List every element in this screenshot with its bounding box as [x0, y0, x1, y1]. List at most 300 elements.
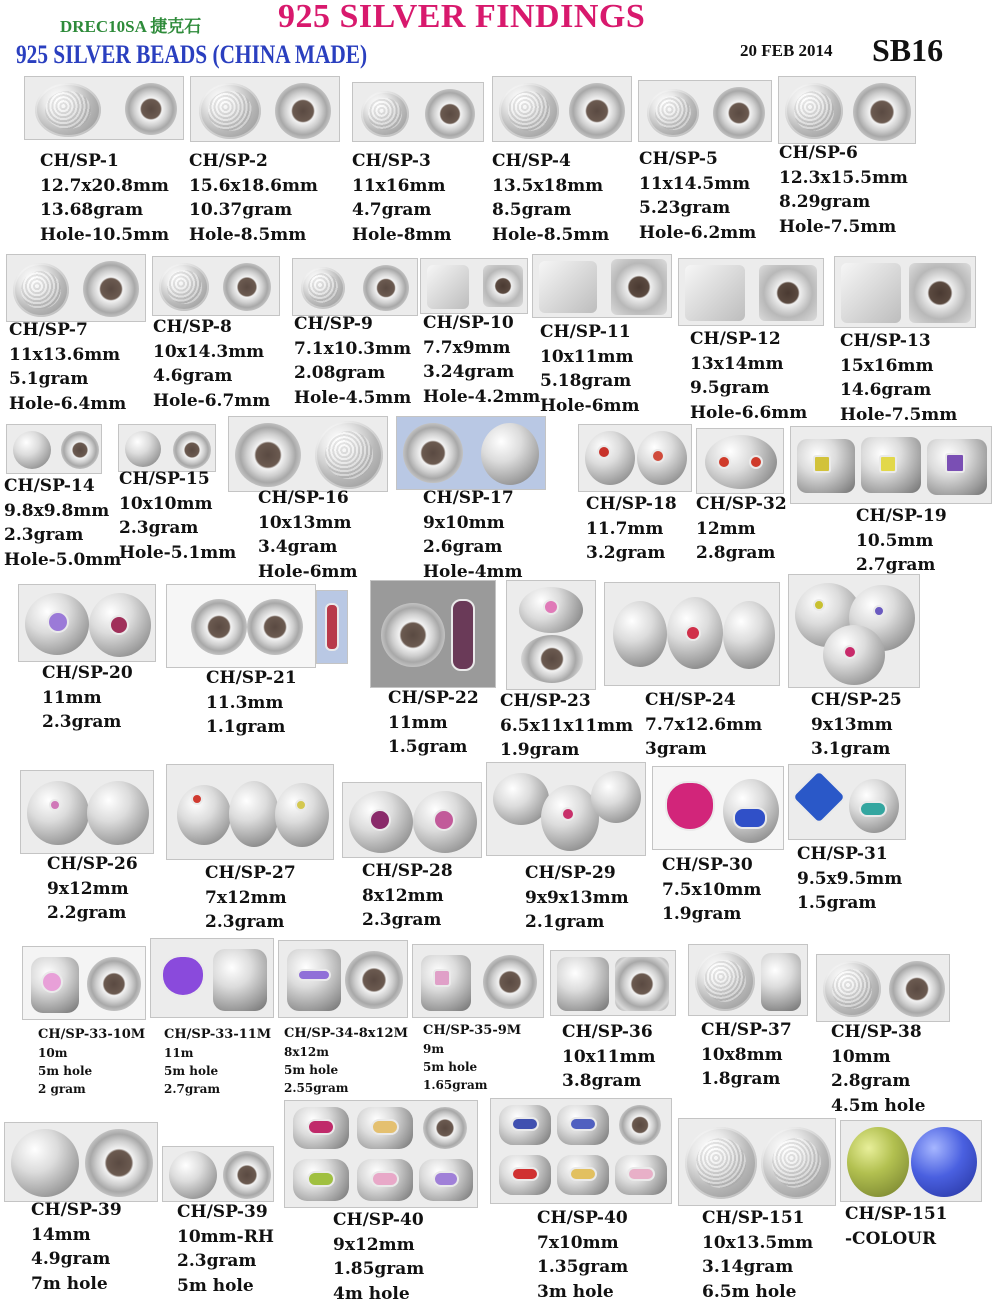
product-photo-sp-8: [152, 256, 280, 316]
item-hole: 5m hole: [38, 1064, 93, 1078]
item-code: CH/SP-31: [797, 844, 888, 864]
item-code: CH/SP-6: [779, 143, 858, 163]
product-photo-sp-5: [638, 80, 772, 142]
bead-image: [569, 83, 625, 139]
bead-image: [423, 1107, 467, 1149]
sheet-code: SB16: [872, 32, 944, 68]
bead-image: [363, 265, 409, 311]
spec-label-sp-40-9x12mm: [333, 1208, 424, 1306]
bead-image: [159, 263, 209, 311]
spec-label-sp-22: [388, 686, 479, 760]
bead-image: [499, 83, 559, 139]
item-weight: 4.7gram: [352, 200, 432, 220]
gem-image: [191, 793, 203, 805]
item-size: 10x8mm: [701, 1044, 783, 1065]
item-code: CH/SP-14: [4, 476, 95, 496]
item-code: CH/SP-23: [500, 691, 591, 711]
item-size: 9x9x13mm: [525, 887, 629, 908]
item-hole: 4m hole: [333, 1283, 410, 1304]
item-hole: Hole-6mm: [540, 395, 640, 416]
item-code: CH/SP-10: [423, 313, 514, 333]
product-photo-sp-20: [18, 584, 156, 662]
page-title: 925 SILVER FINDINGS: [278, 0, 646, 35]
bead-image: [847, 1127, 909, 1197]
item-size: 12.3x15.5mm: [779, 167, 908, 188]
item-weight: 14.6gram: [840, 380, 932, 400]
bead-image: [841, 263, 901, 323]
bead-image: [713, 87, 765, 139]
item-code: CH/SP-34-8x12M: [284, 1026, 408, 1041]
gem-image: [945, 453, 965, 473]
page-subtitle: 925 SILVER BEADS (CHINA MADE): [16, 40, 368, 69]
spec-label-sp-18: [586, 492, 677, 566]
product-photo-sp-11: [532, 254, 672, 318]
bead-image: [611, 259, 667, 315]
item-weight: 2.7gram: [856, 555, 936, 575]
item-weight: 9.5gram: [690, 378, 770, 398]
item-size: 13x14mm: [690, 353, 784, 374]
bead-image: [223, 1151, 271, 1199]
bead-image: [723, 601, 775, 669]
product-photo-sp-14: [6, 424, 102, 474]
item-code: CH/SP-35-9M: [423, 1023, 522, 1038]
gem-image: [371, 1119, 399, 1135]
bead-image: [889, 961, 945, 1017]
item-size: 6.5x11x11mm: [500, 715, 634, 736]
item-size: 11x16mm: [352, 175, 446, 196]
spec-label-sp-26: [47, 852, 138, 926]
product-photo-sp-40-7x10mm: [490, 1098, 672, 1204]
item-hole: Hole-4mm: [423, 561, 523, 582]
spec-label-sp-9: [294, 312, 411, 410]
item-hole: Hole-6.4mm: [9, 393, 127, 414]
item-size: 7.7x12.6mm: [645, 714, 763, 735]
gem-image: [597, 445, 611, 459]
item-weight: 2.3gram: [205, 912, 285, 932]
item-hole: 7m hole: [31, 1273, 108, 1294]
item-size: 9x12mm: [47, 878, 129, 899]
bead-image: [125, 83, 177, 135]
item-hole: 4.5m hole: [831, 1095, 926, 1116]
bead-image: [177, 785, 231, 845]
product-photo-sp-12: [678, 258, 824, 326]
bead-image: [403, 423, 463, 483]
bead-image: [381, 603, 445, 667]
spec-label-sp-20: [42, 661, 133, 735]
bead-image: [619, 1105, 661, 1145]
item-code: CH/SP-38: [831, 1022, 922, 1042]
gem-image: [749, 455, 763, 469]
gem-image: [307, 1171, 335, 1187]
item-size: 7x10mm: [537, 1232, 619, 1253]
spec-label-sp-151-colour: [845, 1202, 947, 1251]
item-size: 10mm-RH: [177, 1226, 274, 1247]
bead-image: [483, 265, 523, 307]
bead-image: [647, 89, 699, 137]
item-size: 10mm: [831, 1046, 891, 1067]
bead-image: [301, 267, 345, 309]
item-code: CH/SP-4: [492, 151, 571, 171]
item-weight: 2.8gram: [831, 1071, 911, 1091]
bead-image: [591, 771, 641, 823]
bead-image: [235, 423, 301, 487]
item-size: 11x13.6mm: [9, 344, 121, 365]
heart-gem-image: [665, 781, 715, 831]
item-code: CH/SP-13: [840, 331, 931, 351]
item-size: 11x14.5mm: [639, 173, 751, 194]
spec-label-sp-23: [500, 689, 633, 763]
spec-label-sp-30: [662, 853, 761, 927]
bead-image: [685, 1127, 757, 1199]
item-weight: 1.9gram: [500, 740, 580, 760]
item-code: CH/SP-8: [153, 317, 232, 337]
item-size: 9x12mm: [333, 1234, 415, 1255]
spec-label-sp-19: [856, 504, 947, 578]
item-code: CH/SP-36: [562, 1022, 653, 1042]
item-code: CH/SP-21: [206, 668, 297, 688]
bead-image: [275, 783, 329, 847]
product-photo-sp-28: [342, 782, 482, 858]
bead-image: [909, 263, 971, 323]
gem-image: [511, 1117, 539, 1131]
product-photo-sp-33-11m: [150, 938, 274, 1018]
item-weight: 2.08gram: [294, 363, 386, 383]
item-size: 13.5x18mm: [492, 175, 604, 196]
product-photo-sp-7: [6, 254, 146, 322]
item-code: CH/SP-16: [258, 488, 349, 508]
item-hole: Hole-8.5mm: [189, 224, 307, 245]
product-photo-sp-26: [20, 770, 154, 854]
item-weight: 1.5gram: [797, 893, 877, 913]
item-weight: 2.3gram: [362, 910, 442, 930]
product-photo-sp-3: [352, 82, 484, 142]
item-code: CH/SP-40: [333, 1210, 424, 1230]
item-weight: 3.24gram: [423, 362, 515, 382]
product-photo-sp-25: [788, 574, 920, 688]
product-photo-sp-29: [486, 762, 646, 856]
product-photo-sp-37: [688, 944, 808, 1016]
item-size: 12mm: [696, 518, 756, 539]
item-code: CH/SP-32: [696, 494, 787, 514]
product-photo-sp-34: [278, 940, 408, 1018]
item-weight: 1.65gram: [423, 1078, 488, 1092]
product-photo-sp-39-10mm: [162, 1146, 274, 1202]
item-code: CH/SP-11: [540, 322, 631, 342]
item-hole: Hole-4.5mm: [294, 387, 412, 408]
spec-label-sp-32: [696, 492, 787, 566]
bead-image: [87, 957, 141, 1011]
item-code: CH/SP-17: [423, 488, 514, 508]
bead-image: [13, 263, 69, 317]
gem-image: [511, 1167, 539, 1181]
spec-label-sp-29: [525, 861, 629, 935]
item-weight: 3.2gram: [586, 543, 666, 563]
product-photo-sp-35: [412, 944, 544, 1018]
spec-label-sp-3: [352, 149, 452, 247]
product-photo-sp-21b: [316, 590, 348, 664]
item-weight: 8.5gram: [492, 200, 572, 220]
item-code: CH/SP-7: [9, 320, 88, 340]
spec-label-sp-4: [492, 149, 609, 247]
item-size: 7.5x10mm: [662, 879, 762, 900]
gem-image: [433, 969, 451, 987]
item-weight: 2.7gram: [164, 1082, 221, 1096]
bead-image: [911, 1127, 977, 1197]
gem-image: [813, 455, 831, 473]
bead-image: [83, 261, 139, 317]
product-photo-sp-27: [166, 764, 334, 860]
bead-image: [685, 265, 745, 321]
bead-image: [191, 599, 247, 655]
item-hole: Hole-4.2mm: [423, 386, 541, 407]
bead-image: [85, 1129, 153, 1197]
item-code: CH/SP-15: [119, 469, 210, 489]
product-photo-sp-22: [370, 580, 496, 688]
gem-image: [109, 615, 129, 635]
bead-image: [199, 83, 261, 139]
bead-image: [539, 261, 597, 313]
spec-label-sp-16: [258, 486, 358, 584]
gem-image: [879, 455, 897, 473]
item-weight: 3.14gram: [702, 1257, 794, 1277]
bead-image: [35, 83, 101, 137]
product-photo-sp-2: [190, 76, 340, 142]
item-size: 15x16mm: [840, 355, 934, 376]
spec-label-sp-27: [205, 861, 296, 935]
item-size: 9x10mm: [423, 512, 505, 533]
item-hole: Hole-7.5mm: [840, 404, 958, 425]
item-size: 9m: [423, 1042, 445, 1056]
item-variant: -COLOUR: [845, 1228, 937, 1249]
spec-label-sp-24: [645, 688, 762, 762]
item-weight: 5.1gram: [9, 369, 89, 389]
item-size: 10x11mm: [540, 346, 634, 367]
item-code: CH/SP-2: [189, 151, 268, 171]
item-weight: 2.1gram: [525, 912, 605, 932]
item-weight: 3.8gram: [562, 1071, 642, 1091]
spec-label-sp-34: [284, 1025, 408, 1097]
item-code: CH/SP-19: [856, 506, 947, 526]
item-hole: Hole-7.5mm: [779, 216, 897, 237]
spec-label-sp-37: [701, 1018, 792, 1092]
spec-label-sp-10: [423, 311, 540, 409]
bead-image: [521, 635, 583, 683]
product-photo-sp-36: [550, 950, 676, 1016]
bead-image: [615, 957, 669, 1011]
bead-image: [61, 431, 99, 469]
item-weight: 1.5gram: [388, 737, 468, 757]
spec-label-sp-39-10mm: [177, 1200, 274, 1298]
item-size: 11mm: [42, 687, 102, 708]
item-code: CH/SP-3: [352, 151, 431, 171]
item-code: CH/SP-22: [388, 688, 479, 708]
item-size: 7x12mm: [205, 887, 287, 908]
bead-image: [229, 781, 279, 847]
bead-image: [481, 423, 539, 485]
bead-image: [425, 89, 475, 139]
item-size: 10x13.5mm: [702, 1232, 814, 1253]
spec-label-sp-33-11m: [164, 1026, 271, 1098]
item-size: 11.7mm: [586, 518, 664, 539]
item-code: CH/SP-20: [42, 663, 133, 683]
item-size: 14mm: [31, 1224, 91, 1245]
item-code: CH/SP-24: [645, 690, 736, 710]
bead-image: [705, 435, 777, 489]
item-size: 8x12mm: [362, 885, 444, 906]
item-weight: 3.1gram: [811, 739, 891, 759]
item-size: 7.7x9mm: [423, 337, 511, 358]
item-size: 11mm: [388, 712, 448, 733]
item-weight: 1.8gram: [701, 1069, 781, 1089]
item-weight: 13.68gram: [40, 200, 144, 220]
product-photo-sp-19: [790, 426, 992, 504]
item-code: CH/SP-12: [690, 329, 781, 349]
product-photo-sp-24: [604, 582, 780, 686]
item-weight: 2.3gram: [177, 1251, 257, 1271]
product-photo-sp-30: [652, 766, 784, 850]
product-photo-sp-38: [816, 954, 950, 1022]
spec-label-sp-38: [831, 1020, 925, 1118]
gem-image: [733, 807, 767, 829]
product-photo-sp-9: [292, 258, 418, 316]
gem-image: [49, 799, 61, 811]
bead-image: [853, 83, 911, 141]
item-weight: 2.3gram: [4, 525, 84, 545]
item-code: CH/SP-33-11M: [164, 1027, 272, 1042]
item-weight: 8.29gram: [779, 192, 871, 212]
spec-label-sp-21: [206, 666, 297, 740]
spec-label-sp-8: [153, 315, 270, 413]
product-photo-sp-1: [24, 76, 184, 140]
spec-label-sp-14: [4, 474, 121, 572]
gem-image: [651, 449, 665, 463]
spec-label-sp-12: [690, 327, 807, 425]
product-photo-sp-17: [396, 416, 546, 490]
item-weight: 2.6gram: [423, 537, 503, 557]
bead-image: [585, 431, 635, 485]
item-hole: Hole-10.5mm: [40, 224, 170, 245]
product-photo-sp-33-10m: [22, 946, 146, 1020]
gem-image: [717, 455, 731, 469]
bead-image: [761, 953, 801, 1011]
item-hole: 6.5m hole: [702, 1281, 797, 1302]
product-photo-sp-151-colour: [840, 1120, 982, 1202]
spec-label-sp-5: [639, 147, 756, 245]
gem-image: [307, 1119, 335, 1135]
item-hole: 3m hole: [537, 1281, 614, 1302]
spec-label-sp-6: [779, 141, 908, 239]
star-gem-image: [791, 769, 848, 826]
item-weight: 3.4gram: [258, 537, 338, 557]
item-weight: 2.8gram: [696, 543, 776, 563]
spec-label-sp-13: [840, 329, 957, 427]
product-photo-sp-6: [778, 76, 916, 144]
item-code: CH/SP-28: [362, 861, 453, 881]
heart-gem-image: [161, 955, 205, 997]
item-hole: 5m hole: [177, 1275, 254, 1296]
gem-image: [859, 801, 887, 817]
gem-image: [371, 1171, 399, 1187]
item-code: CH/SP-30: [662, 855, 753, 875]
spec-label-sp-17: [423, 486, 523, 584]
item-size: 10x11mm: [562, 1046, 656, 1067]
gem-image: [543, 599, 559, 615]
item-weight: 4.6gram: [153, 366, 233, 386]
item-weight: 4.9gram: [31, 1249, 111, 1269]
item-code: CH/SP-33-10M: [38, 1027, 146, 1042]
gem-image: [813, 599, 825, 611]
gem-image: [569, 1167, 597, 1181]
product-photo-sp-13: [834, 256, 976, 328]
bead-image: [169, 1151, 217, 1199]
item-weight: 2.55gram: [284, 1081, 349, 1095]
gem-image: [433, 809, 455, 831]
product-photo-sp-31: [788, 764, 906, 840]
bead-image: [695, 951, 755, 1011]
spec-label-sp-39-14mm: [31, 1198, 122, 1296]
item-hole: Hole-6.6mm: [690, 402, 808, 423]
item-weight: 5.18gram: [540, 371, 632, 391]
bead-image: [345, 951, 403, 1009]
item-weight: 2 gram: [38, 1082, 86, 1096]
item-hole: Hole-8mm: [352, 224, 452, 245]
spec-label-sp-40-7x10mm: [537, 1206, 628, 1304]
spec-label-sp-25: [811, 688, 902, 762]
spec-label-sp-35: [423, 1022, 521, 1094]
gem-image: [47, 611, 69, 633]
item-weight: 1.35gram: [537, 1257, 629, 1277]
item-code: CH/SP-25: [811, 690, 902, 710]
bead-image: [613, 601, 667, 667]
item-hole: Hole-5.1mm: [119, 542, 237, 563]
item-weight: 2.3gram: [119, 518, 199, 538]
gem-image: [873, 605, 885, 617]
item-size: 15.6x18.6mm: [189, 175, 318, 196]
product-photo-sp-21: [166, 584, 316, 668]
header-code: DREC10SA 捷克石: [60, 17, 202, 36]
item-hole: 5m hole: [284, 1063, 339, 1077]
gem-image: [369, 809, 391, 831]
item-code: CH/SP-1: [40, 151, 119, 171]
bead-image: [361, 91, 409, 137]
item-weight: 2.2gram: [47, 903, 127, 923]
bead-image: [125, 431, 161, 467]
product-photo-sp-15: [118, 424, 216, 472]
spec-label-sp-36: [562, 1020, 655, 1094]
product-photo-sp-16: [228, 416, 388, 492]
item-size: 9x13mm: [811, 714, 893, 735]
item-hole: 5m hole: [164, 1064, 219, 1078]
product-photo-sp-40-9x12mm: [284, 1100, 478, 1208]
item-weight: 1.1gram: [206, 717, 286, 737]
item-weight: 1.85gram: [333, 1259, 425, 1279]
item-code: CH/SP-37: [701, 1020, 792, 1040]
item-size: 9.5x9.5mm: [797, 868, 903, 889]
gem-image: [433, 1171, 459, 1187]
bead-image: [823, 961, 881, 1017]
bead-image: [11, 1129, 79, 1197]
spec-label-sp-2: [189, 149, 318, 247]
item-code: CH/SP-39: [31, 1200, 122, 1220]
item-code: CH/SP-151: [845, 1204, 948, 1224]
gem-image: [843, 645, 857, 659]
bead-image: [759, 265, 817, 321]
item-size: 9.8x9.8mm: [4, 500, 110, 521]
item-size: 10x13mm: [258, 512, 352, 533]
gem-image: [325, 603, 339, 651]
spec-label-sp-28: [362, 859, 453, 933]
bead-image: [315, 421, 383, 489]
